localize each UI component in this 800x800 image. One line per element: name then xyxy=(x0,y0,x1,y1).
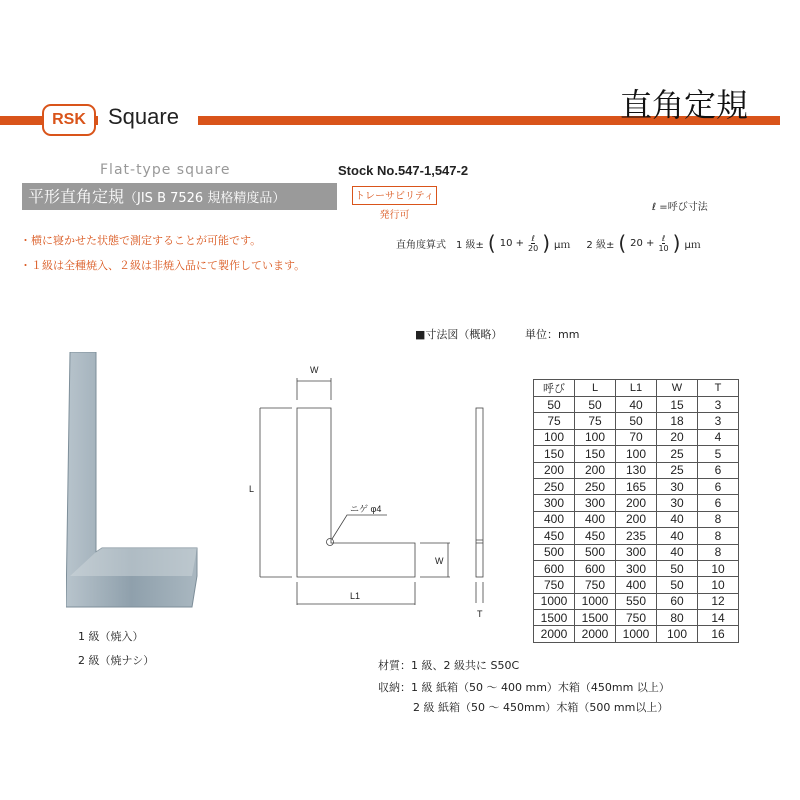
note-material: 材質：1 級、2 級共に S50C xyxy=(378,659,520,672)
table-cell: 15 xyxy=(657,397,698,413)
label-w2: W xyxy=(435,556,444,566)
grade2-frac xyxy=(658,234,668,253)
col-header: W xyxy=(657,380,698,397)
table-cell: 450 xyxy=(534,528,575,544)
table-cell: 3 xyxy=(698,397,739,413)
frac-den: 10 xyxy=(658,243,669,253)
table-cell: 750 xyxy=(575,577,616,593)
table-cell: 550 xyxy=(616,593,657,609)
frac-num: ℓ xyxy=(531,233,535,243)
table-row xyxy=(534,560,739,576)
table-row xyxy=(534,593,739,609)
table-cell: 50 xyxy=(616,413,657,429)
traceability-badge: トレーサビリティ発行可 xyxy=(352,186,437,205)
table-cell: 50 xyxy=(575,397,616,413)
dimension-drawing xyxy=(240,320,520,620)
table-cell: 750 xyxy=(616,610,657,626)
table-cell: 50 xyxy=(657,560,698,576)
feature-2: ・１級は全種焼入、２級は非焼入品にて製作しています。 xyxy=(20,259,306,272)
caption-grade1: 1 級（焼入） xyxy=(78,630,144,643)
table-cell: 200 xyxy=(575,462,616,478)
table-cell: 600 xyxy=(534,560,575,576)
table-cell: 1000 xyxy=(534,593,575,609)
table-cell: 300 xyxy=(534,495,575,511)
table-cell: 200 xyxy=(534,462,575,478)
table-cell: 10 xyxy=(698,577,739,593)
table-cell: 70 xyxy=(616,429,657,445)
note-packaging-2: 2 級 紙箱（50 ～ 450mm）木箱（500 mm以上） xyxy=(413,701,669,714)
feature-1: ・横に寝かせた状態で測定することが可能です。 xyxy=(20,234,262,247)
product-name-box xyxy=(22,183,337,210)
table-cell: 250 xyxy=(575,478,616,494)
square-photo xyxy=(66,352,201,610)
table-row xyxy=(534,544,739,560)
table-row xyxy=(534,495,739,511)
col-header: L1 xyxy=(616,380,657,397)
table-cell: 600 xyxy=(575,560,616,576)
table-cell: 6 xyxy=(698,462,739,478)
ell-legend: ℓ =呼び寸法 xyxy=(652,202,708,213)
table-cell: 300 xyxy=(616,544,657,560)
table-cell: 75 xyxy=(575,413,616,429)
table-cell: 1000 xyxy=(575,593,616,609)
table-cell: 50 xyxy=(657,577,698,593)
table-row xyxy=(534,413,739,429)
table-cell: 4 xyxy=(698,429,739,445)
unit: μｍ xyxy=(684,239,701,251)
dimension-title: ■寸法図（概略） xyxy=(415,328,503,341)
table-cell: 10 xyxy=(698,560,739,576)
product-standard: （JIS B 7526 規格精度品） xyxy=(124,191,286,206)
table-cell: 500 xyxy=(575,544,616,560)
table-cell: 400 xyxy=(534,511,575,527)
table-cell: 75 xyxy=(534,413,575,429)
table-cell: 150 xyxy=(534,446,575,462)
table-cell: 100 xyxy=(575,429,616,445)
caption-grade2: 2 級（焼ナシ） xyxy=(78,654,155,667)
label-l: L xyxy=(249,484,255,494)
table-row xyxy=(534,577,739,593)
grade1-frac xyxy=(528,234,538,253)
squareness-formula xyxy=(396,233,701,253)
grade2-prefix: 2 級± xyxy=(586,239,615,251)
table-cell: 165 xyxy=(616,478,657,494)
table-cell: 1000 xyxy=(616,626,657,642)
table-cell: 500 xyxy=(534,544,575,560)
table-cell: 1500 xyxy=(534,610,575,626)
table-cell: 30 xyxy=(657,495,698,511)
table-cell: 250 xyxy=(534,478,575,494)
table-row xyxy=(534,462,739,478)
table-cell: 235 xyxy=(616,528,657,544)
table-cell: 200 xyxy=(616,511,657,527)
formula-label: 直角度算式 xyxy=(396,239,446,251)
table-cell: 50 xyxy=(534,397,575,413)
col-header: 呼び xyxy=(534,380,575,397)
table-cell: 60 xyxy=(657,593,698,609)
label-t: T xyxy=(477,609,483,619)
table-cell: 1500 xyxy=(575,610,616,626)
table-row xyxy=(534,397,739,413)
table-cell: 8 xyxy=(698,528,739,544)
grade1-prefix: 1 級± xyxy=(456,239,484,251)
table-cell: 100 xyxy=(657,626,698,642)
table-cell: 40 xyxy=(657,528,698,544)
table-cell: 40 xyxy=(616,397,657,413)
stock-number: Stock No.547-1,547-2 xyxy=(338,163,469,178)
table-cell: 40 xyxy=(657,544,698,560)
table-cell: 300 xyxy=(575,495,616,511)
paren: ) xyxy=(542,231,551,255)
table-cell: 300 xyxy=(616,560,657,576)
unit: μｍ xyxy=(554,239,571,251)
table-cell: 5 xyxy=(698,446,739,462)
table-cell: 18 xyxy=(657,413,698,429)
table-cell: 12 xyxy=(698,593,739,609)
table-cell: 450 xyxy=(575,528,616,544)
table-cell: 40 xyxy=(657,511,698,527)
table-cell: 2000 xyxy=(575,626,616,642)
title-jp: 直角定規 xyxy=(620,86,749,124)
label-w: W xyxy=(310,365,319,375)
paren: ( xyxy=(618,231,627,255)
table-cell: 8 xyxy=(698,544,739,560)
note-packaging-1: 収納：1 級 紙箱（50 ～ 400 mm）木箱（450mm 以上） xyxy=(378,681,670,694)
table-row xyxy=(534,478,739,494)
table-row xyxy=(534,511,739,527)
col-header: L xyxy=(575,380,616,397)
product-name: 平形直角定規 xyxy=(28,187,125,206)
col-header: T xyxy=(698,380,739,397)
table-cell: 100 xyxy=(616,446,657,462)
table-cell: 16 xyxy=(698,626,739,642)
table-cell: 150 xyxy=(575,446,616,462)
table-cell: 2000 xyxy=(534,626,575,642)
grade1-const: 10 + xyxy=(499,237,525,249)
table-cell: 8 xyxy=(698,511,739,527)
table-row xyxy=(534,610,739,626)
table-cell: 30 xyxy=(657,478,698,494)
table-cell: 100 xyxy=(534,429,575,445)
table-row xyxy=(534,626,739,642)
table-row xyxy=(534,429,739,445)
table-cell: 400 xyxy=(616,577,657,593)
table-cell: 6 xyxy=(698,495,739,511)
dimension-unit: 単位：mm xyxy=(525,328,580,341)
table-cell: 25 xyxy=(657,446,698,462)
table-cell: 400 xyxy=(575,511,616,527)
title-en: Square xyxy=(108,104,179,129)
frac-den: 20 xyxy=(528,243,539,253)
paren: ) xyxy=(672,231,681,255)
table-cell: 80 xyxy=(657,610,698,626)
table-cell: 20 xyxy=(657,429,698,445)
table-header xyxy=(534,380,739,397)
frac-num: ℓ xyxy=(661,233,666,243)
table-cell: 750 xyxy=(534,577,575,593)
subtitle-en: Flat-type square xyxy=(100,162,231,178)
table-cell: 200 xyxy=(616,495,657,511)
table-cell: 25 xyxy=(657,462,698,478)
table-cell: 6 xyxy=(698,478,739,494)
table-cell: 130 xyxy=(616,462,657,478)
label-l1: L1 xyxy=(350,591,361,601)
dimension-table xyxy=(533,379,739,643)
table-cell: 3 xyxy=(698,413,739,429)
table-cell: 14 xyxy=(698,610,739,626)
paren: ( xyxy=(487,231,496,255)
grade2-const: 20 + xyxy=(630,237,655,249)
table-row xyxy=(534,446,739,462)
rsk-logo: RSK xyxy=(42,104,96,136)
table-row xyxy=(534,528,739,544)
hole-label: ニゲ φ4 xyxy=(350,504,382,514)
